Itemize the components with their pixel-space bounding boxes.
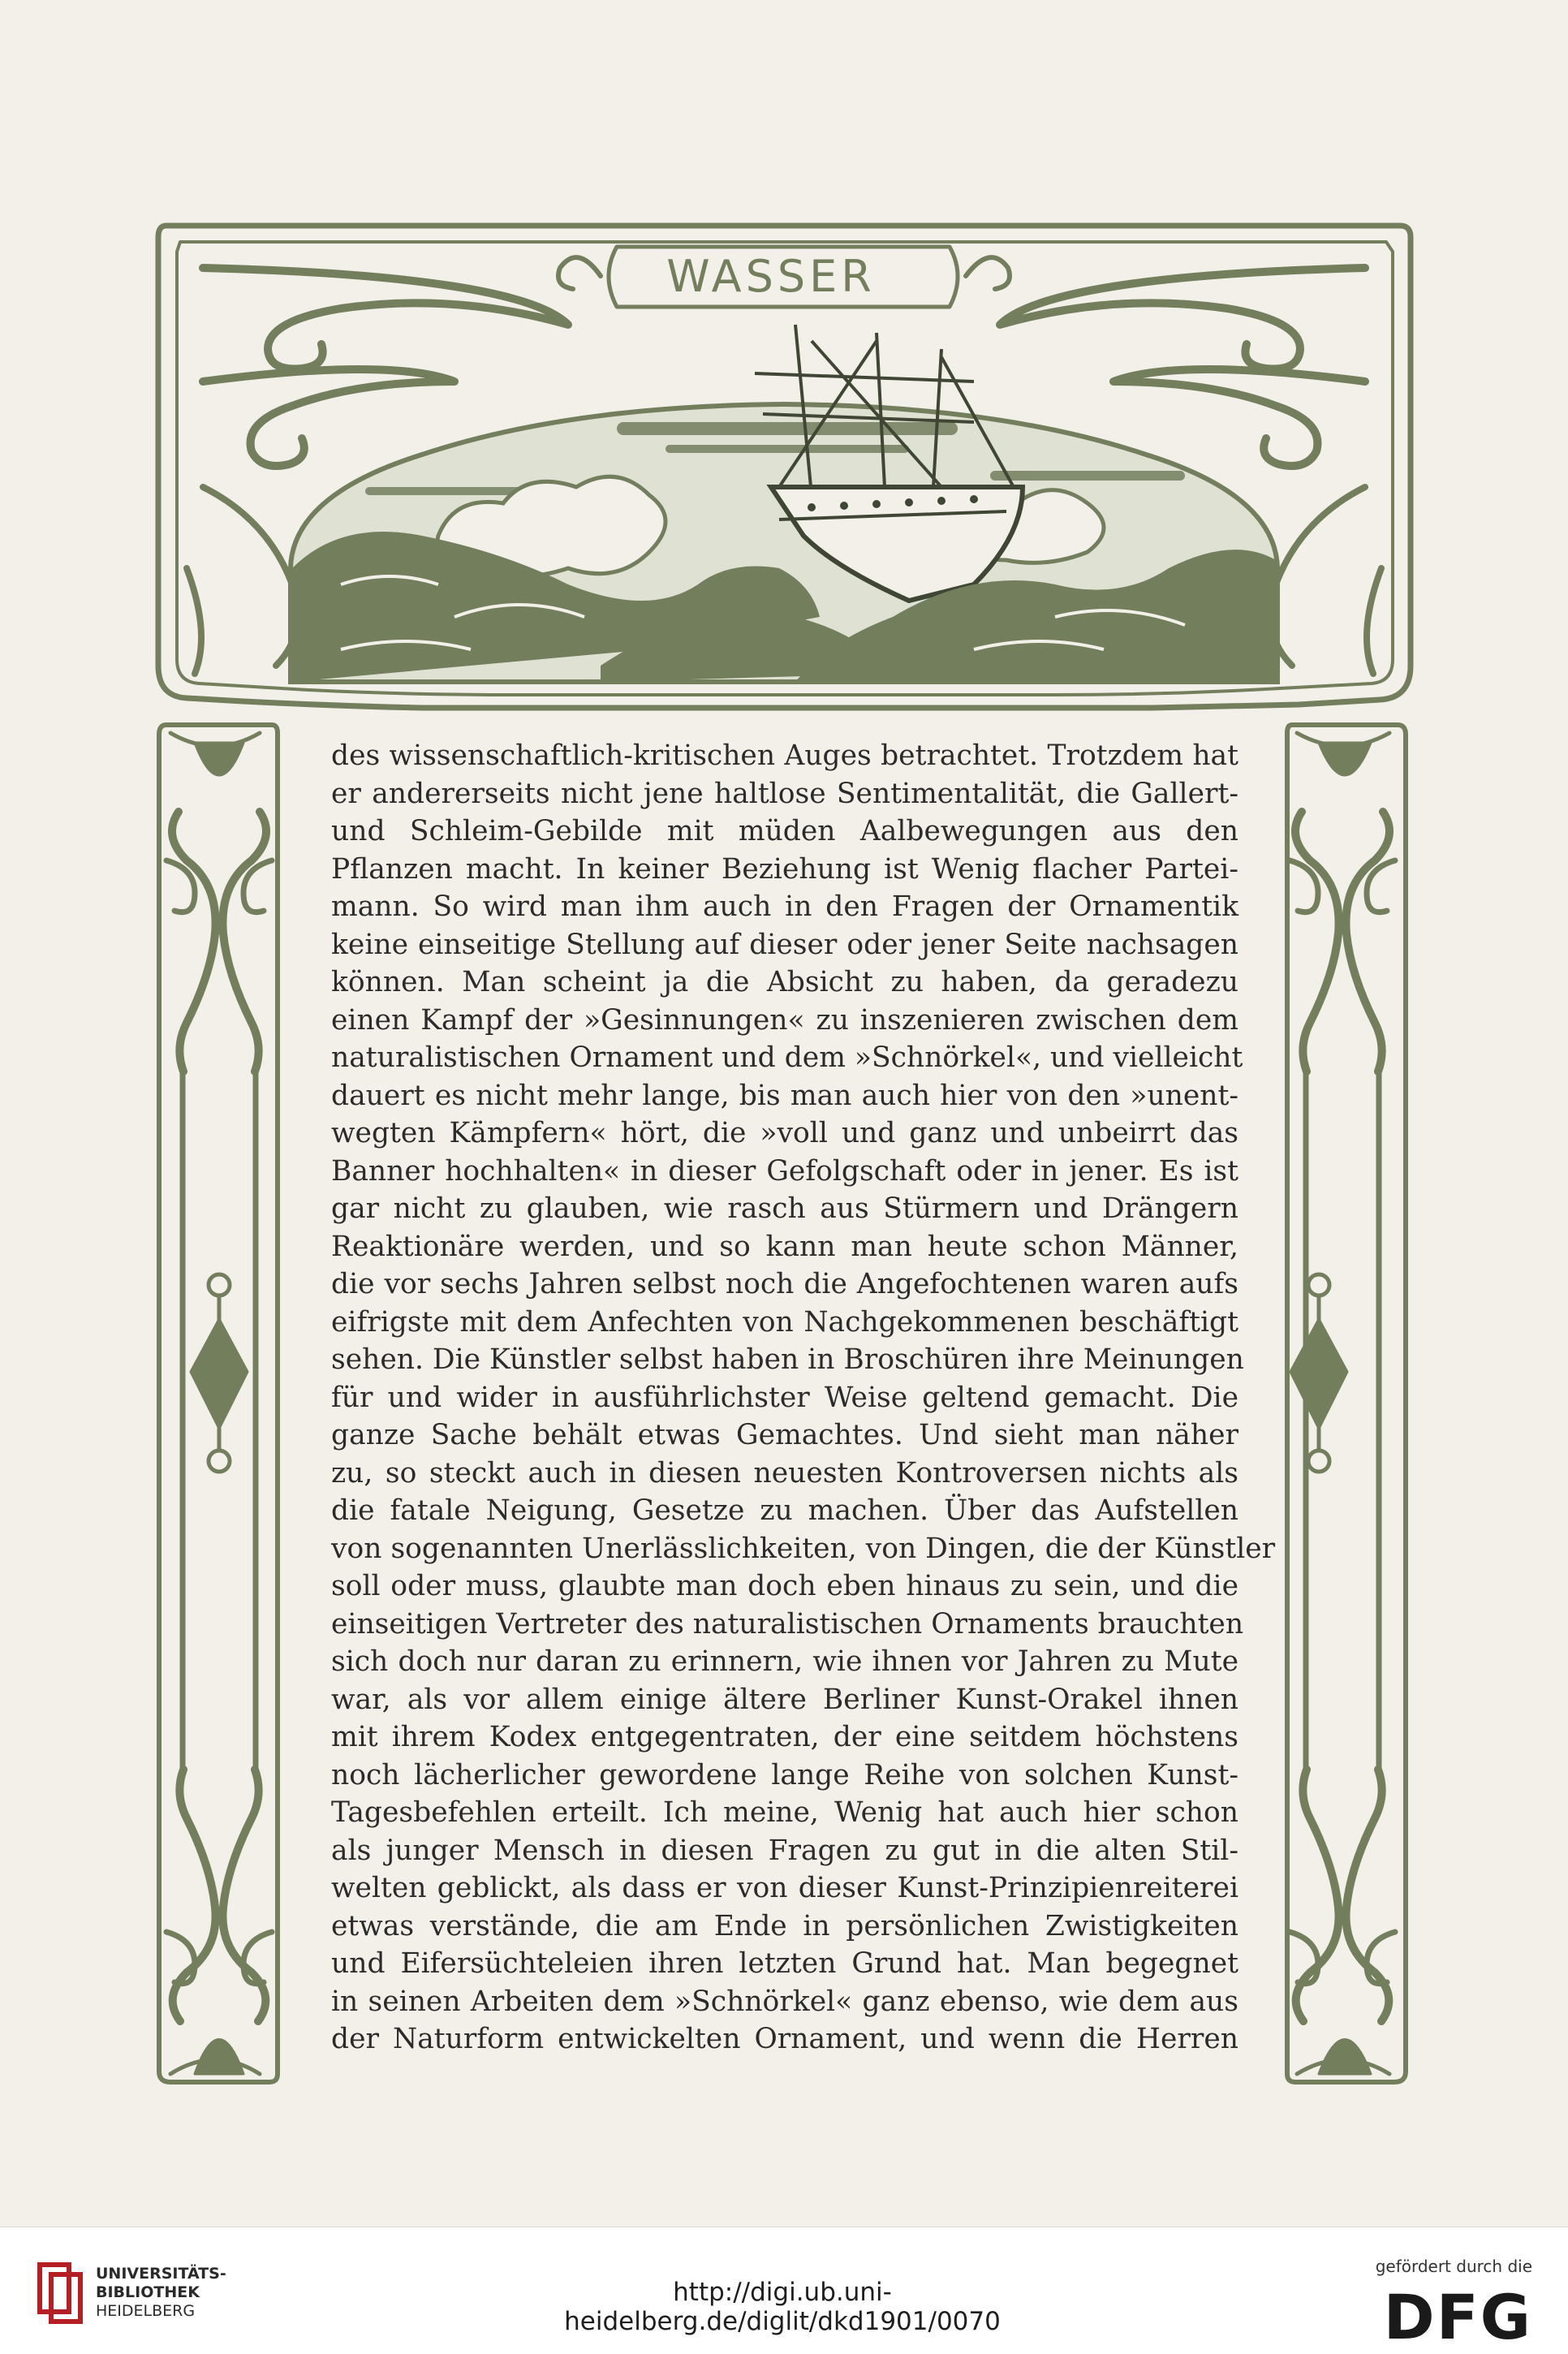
body-text-line: soll oder muss, glaubte man doch eben hinaus zu sein, und die <box>331 1570 1238 1602</box>
section-title: WASSER <box>666 250 876 302</box>
library-name <box>96 2265 226 2321</box>
body-text-line: Pflanzen macht. In keiner Beziehung ist Wenig flacher Partei- <box>331 852 1238 886</box>
body-text-line: als junger Mensch in diesen Fragen zu gut in die alten Stil- <box>331 1834 1238 1867</box>
body-text-line: einen Kampf der »Gesinnungen« zu inszenieren zwischen dem <box>331 1003 1238 1037</box>
body-text-line: der Naturform entwickelten Ornament, und wenn die Herren <box>331 2023 1238 2055</box>
body-text-line: mann. So wird man ihm auch in den Fragen der Ornamentik <box>331 890 1238 923</box>
right-spiral-bottom <box>1114 369 1365 466</box>
body-text-line: einseitigen Vertreter des naturalistischen Ornaments brauchten <box>331 1607 1244 1640</box>
right-column-ornament <box>1287 725 1406 2082</box>
left-spiral-top <box>203 268 568 369</box>
body-text-line: die fatale Neigung, Gesetze zu machen. Über das Aufstellen <box>331 1494 1238 1527</box>
permalink-url[interactable]: http://digi.ub.uni-heidelberg.de/diglit/dkd1901/0070 <box>564 2278 1001 2336</box>
body-text-line: die vor sechs Jahren selbst noch die Angefochtenen waren aufs <box>331 1268 1238 1300</box>
body-text-line: wegten Kämpfern« hört, die »voll und ganz und unbeirrt das <box>331 1117 1238 1149</box>
body-text-line: etwas verstände, die am Ende in persönlichen Zwistigkeiten <box>331 1909 1238 1942</box>
body-text-line: Tagesbefehlen erteilt. Ich meine, Wenig hat auch hier schon <box>331 1796 1238 1829</box>
digitization-footer <box>0 2227 1568 2354</box>
university-library-logo-icon <box>37 2260 85 2325</box>
body-text-line: Banner hochhalten« in dieser Gefolgschaft oder in jener. Es ist <box>331 1154 1238 1188</box>
body-text-line: und Eifersüchteleien ihren letzten Grund hat. Man begegnet <box>331 1947 1238 1980</box>
body-text-line: gar nicht zu glauben, wie rasch aus Stürmern und Drängern <box>331 1192 1238 1225</box>
body-text-line: sehen. Die Künstler selbst haben in Broschüren ihre Meinungen <box>331 1343 1244 1376</box>
body-text-line: des wissenschaftlich-kritischen Auges betrachtet. Trotzdem hat <box>331 739 1238 772</box>
body-text-line: dauert es nicht mehr lange, bis man auch hier von den »unent- <box>331 1079 1238 1112</box>
body-text-line: er andererseits nicht jene haltlose Sentimentalität, die Gallert- <box>331 777 1238 810</box>
body-text-line: für und wider in ausführlichster Weise geltend gemacht. Die <box>331 1381 1238 1414</box>
body-text-line: von sogenannten Unerlässlichkeiten, von Dingen, die der Künstler <box>331 1532 1276 1565</box>
body-text-line: in seinen Arbeiten dem »Schnörkel« ganz ebenso, wie dem aus <box>331 1985 1238 2018</box>
body-text-line: eifrigste mit dem Anfechten von Nachgekommenen beschäftigt <box>331 1305 1238 1339</box>
funding-caption: gefördert durch die <box>1375 2257 1532 2276</box>
left-spiral-bottom <box>203 369 454 466</box>
body-text-line: naturalistischen Ornament und dem »Schnörkel«, und vielleicht <box>331 1041 1243 1074</box>
body-text-line: können. Man scheint ja die Absicht zu haben, da geradezu <box>331 966 1238 998</box>
dfg-logo: DFG <box>1383 2281 1532 2353</box>
article-body <box>331 737 1276 2059</box>
library-name-line1: UNIVERSITÄTS- <box>96 2265 226 2283</box>
body-text-line: war, als vor allem einige ältere Berliner Kunst-Orakel ihnen <box>331 1683 1238 1716</box>
right-spiral-top <box>1000 268 1365 369</box>
body-text-line: mit ihrem Kodex entgegentraten, der eine seitdem höchstens <box>331 1721 1238 1753</box>
library-name-line3: HEIDELBERG <box>96 2302 196 2320</box>
left-column-ornament <box>159 725 278 2082</box>
library-name-line2: BIBLIOTHEK <box>96 2283 200 2301</box>
body-text-line: ganze Sache behält etwas Gemachtes. Und sieht man näher <box>331 1419 1238 1451</box>
body-text-line: welten geblickt, als dass er von dieser Kunst-Prinzipienreiterei <box>331 1872 1238 1904</box>
body-text-line: und Schleim-Gebilde mit müden Aalbewegungen aus den <box>331 815 1238 847</box>
body-text-line: zu, so steckt auch in diesen neuesten Kontroversen nichts als <box>331 1456 1238 1490</box>
body-text-line: keine einseitige Stellung auf dieser oder jener Seite nachsagen <box>331 928 1238 961</box>
body-text-line: sich doch nur daran zu erinnern, wie ihnen vor Jahren zu Mute <box>331 1645 1238 1678</box>
body-text-line: Reaktionäre werden, und so kann man heute schon Männer, <box>331 1230 1238 1263</box>
body-text-line: noch lächerlicher gewordene lange Reihe von solchen Kunst- <box>331 1758 1238 1791</box>
